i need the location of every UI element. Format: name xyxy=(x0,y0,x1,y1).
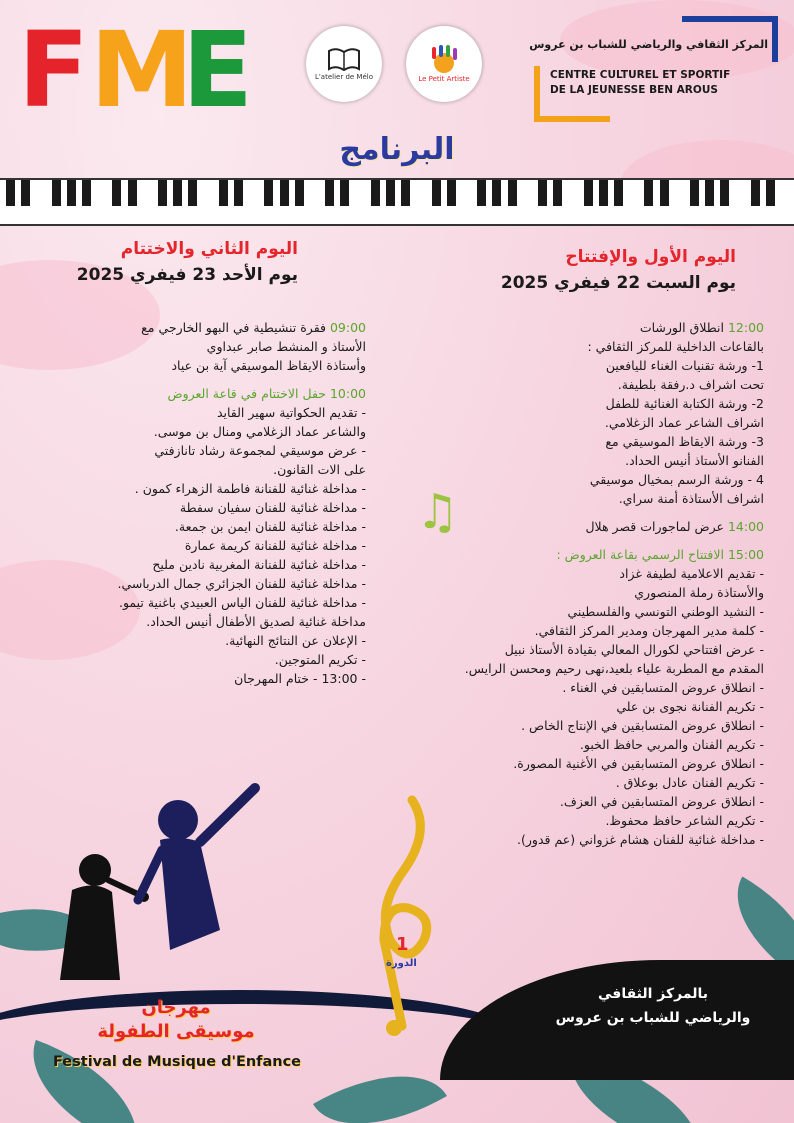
schedule-text: والشاعر عماد الزغلامي ومنال بن موسى. xyxy=(153,424,366,439)
schedule-item xyxy=(394,545,764,564)
piano-black-key xyxy=(584,180,593,206)
schedule-time: 14:00 xyxy=(727,519,764,534)
schedule-text: عرض لماجورات قصر هلال xyxy=(585,519,728,534)
piano-black-key xyxy=(386,180,395,206)
piano-black-key xyxy=(6,180,15,206)
schedule-text: - انطلاق عروض المتسابقين في الأغنية المصورة. xyxy=(513,756,764,771)
schedule-time: 10:00 xyxy=(329,386,366,401)
schedule-text: - مداخلة غنائية للفنان الياس العبيدي باغنية تيمو. xyxy=(118,595,366,610)
schedule-text: - الإعلان عن النتائج النهائية. xyxy=(225,633,366,648)
piano-black-key xyxy=(112,180,121,206)
partner-logo-atelier xyxy=(306,26,382,102)
piano-black-key xyxy=(264,180,273,206)
schedule-text: - مداخلة غنائية للفنانة المغربية نادين مليح xyxy=(152,557,366,572)
schedule-item xyxy=(6,593,366,612)
schedule-text: - كلمة مدير المهرجان ومدير المركز الثقافي. xyxy=(534,623,764,638)
piano-black-key xyxy=(188,180,197,206)
organization-logo xyxy=(529,16,778,116)
partner-logo-petit-artiste xyxy=(406,26,482,102)
schedule-item xyxy=(394,564,764,583)
schedule-text: الافتتاح الرسمي بقاعة العروض : xyxy=(556,547,728,562)
schedule-item xyxy=(6,384,366,403)
book-icon xyxy=(327,47,361,73)
schedule-text: بالقاعات الداخلية للمركز الثقافي : xyxy=(587,339,764,354)
schedule-item xyxy=(6,356,366,375)
schedule-text: - مداخلة غنائية للفنان سفيان سفطة xyxy=(179,500,366,515)
schedule-item xyxy=(6,536,366,555)
venue-text xyxy=(548,982,758,1030)
schedule-text: - مداخلة غنائية للفنان هشام غزواني (عم قدور). xyxy=(517,832,764,847)
children-silhouette-illustration xyxy=(50,780,280,990)
piano-black-key xyxy=(173,180,182,206)
day1-header xyxy=(436,244,736,296)
piano-black-key xyxy=(158,180,167,206)
day2-header xyxy=(0,236,298,288)
schedule-text: - مداخلة غنائية للفنان ايمن بن جمعة. xyxy=(174,519,366,534)
schedule-text: على الات القانون. xyxy=(273,462,366,477)
schedule-item xyxy=(394,773,764,792)
piano-black-key xyxy=(67,180,76,206)
schedule-text: وأستاذة الايقاظ الموسيقي آية بن عياد xyxy=(171,358,366,373)
schedule-item xyxy=(394,659,764,678)
organization-name-fr-line2: DE LA JEUNESSE BEN AROUS xyxy=(550,84,718,96)
schedule-item xyxy=(394,583,764,602)
schedule-text: 4 - ورشة الرسم بمخيال موسيقي xyxy=(589,472,764,487)
piano-black-key xyxy=(128,180,137,206)
piano-black-key xyxy=(432,180,441,206)
schedule-item xyxy=(6,422,366,441)
schedule-text: - تقديم الحكواتية سهير القايد xyxy=(216,405,366,420)
schedule-item xyxy=(6,650,366,669)
schedule-item xyxy=(394,621,764,640)
schedule-text: - تكريم الفنان عادل بوعلاق . xyxy=(615,775,764,790)
schedule-text: - عرض موسيقي لمجموعة رشاد تانازفتي xyxy=(154,443,366,458)
piano-black-key xyxy=(553,180,562,206)
schedule-text: انطلاق الورشات xyxy=(639,320,728,335)
schedule-text: الأستاذ و المنشط صابر عبداوي xyxy=(206,339,366,354)
schedule-text: - مداخلة غنائية للفنانة كريمة عمارة xyxy=(184,538,366,553)
festival-name-fr: Festival de Musique d'Enfance xyxy=(52,1054,302,1070)
schedule-item xyxy=(394,735,764,754)
piano-keyboard-decoration xyxy=(0,178,794,226)
schedule-item xyxy=(394,678,764,697)
schedule-text: - 13:00 - ختام المهرجان xyxy=(234,671,366,686)
schedule-item xyxy=(394,640,764,659)
piano-black-key xyxy=(720,180,729,206)
schedule-item xyxy=(6,669,366,688)
schedule-text: 1- ورشة تقنيات الغناء لليافعين xyxy=(605,358,764,373)
schedule-text: - تقديم الاعلامية لطيفة غزاد xyxy=(619,566,764,581)
festival-name-ar-line2: موسيقى الطفولة xyxy=(97,1021,255,1042)
schedule-time: 15:00 xyxy=(727,547,764,562)
piano-black-key xyxy=(21,180,30,206)
schedule-item xyxy=(6,574,366,593)
organization-name-fr-line1: CENTRE CULTUREL ET SPORTIF xyxy=(550,69,731,81)
schedule-text: - انطلاق عروض المتسابقين في الإنتاج الخاص . xyxy=(521,718,764,733)
piano-black-key xyxy=(401,180,410,206)
piano-black-key xyxy=(705,180,714,206)
schedule-text: 2- ورشة الكتابة الغنائية للطفل xyxy=(605,396,764,411)
piano-black-key xyxy=(371,180,380,206)
piano-black-key xyxy=(295,180,304,206)
schedule-text: فقرة تنشيطية في البهو الخارجي مع xyxy=(141,320,330,335)
organization-name-fr xyxy=(550,68,730,98)
piano-black-key xyxy=(751,180,760,206)
schedule-item xyxy=(6,318,366,337)
piano-black-key xyxy=(508,180,517,206)
schedule-item xyxy=(6,498,366,517)
partner-label: L'atelier de Mélo xyxy=(314,73,373,81)
schedule-text: - انطلاق عروض المتسابقين في العزف. xyxy=(559,794,764,809)
piano-black-key xyxy=(644,180,653,206)
edition-label: الدورة xyxy=(386,958,417,969)
music-note-icon: ♫ xyxy=(416,484,460,540)
schedule-text: - عرض افتتاحي لكورال المعالي بقيادة الأستاذ نبيل xyxy=(504,642,764,657)
piano-black-key xyxy=(219,180,228,206)
piano-black-key xyxy=(614,180,623,206)
schedule-text: - تكريم الفنانة نجوى بن علي xyxy=(616,699,764,714)
schedule-item xyxy=(6,517,366,536)
day1-date: يوم السبت 22 فيفري 2025 xyxy=(500,273,736,293)
piano-black-key xyxy=(447,180,456,206)
schedule-item xyxy=(394,602,764,621)
piano-black-key xyxy=(477,180,486,206)
piano-black-key xyxy=(599,180,608,206)
venue-line2: والرياضي للشباب بن عروس xyxy=(555,1010,751,1026)
program-title: البرنامج xyxy=(339,132,455,167)
schedule-item xyxy=(394,451,764,470)
piano-black-key xyxy=(538,180,547,206)
palette-hand-icon xyxy=(424,45,464,75)
schedule-item xyxy=(6,479,366,498)
schedule-item xyxy=(394,432,764,451)
schedule-item xyxy=(394,318,764,337)
schedule-item xyxy=(394,697,764,716)
festival-name-ar-line1: مهرجان xyxy=(141,997,211,1018)
piano-black-key xyxy=(492,180,501,206)
schedule-text: الفنانو الأستاذ أنيس الحداد. xyxy=(625,453,764,468)
piano-black-key xyxy=(660,180,669,206)
venue-line1: بالمركز الثقافي xyxy=(597,986,709,1002)
piano-black-key xyxy=(325,180,334,206)
schedule-item xyxy=(6,460,366,479)
schedule-item xyxy=(6,337,366,356)
schedule-item xyxy=(394,394,764,413)
schedule-item xyxy=(6,612,366,631)
schedule-text: اشراف الأستاذة أمنة سراي. xyxy=(618,491,764,506)
piano-black-key xyxy=(690,180,699,206)
schedule-item xyxy=(394,337,764,356)
schedule-text: - النشيد الوطني التونسي والفلسطيني xyxy=(567,604,764,619)
piano-black-key xyxy=(234,180,243,206)
schedule-item xyxy=(394,792,764,811)
piano-black-key xyxy=(766,180,775,206)
logo-letter-e: E xyxy=(182,9,254,131)
partner-label: Le Petit Artiste xyxy=(418,75,470,83)
edition-number: 1 xyxy=(396,934,409,955)
schedule-item xyxy=(394,413,764,432)
day2-date: يوم الأحد 23 فيفري 2025 xyxy=(76,265,298,285)
schedule-item xyxy=(6,555,366,574)
piano-black-key xyxy=(280,180,289,206)
schedule-text: - مداخلة غنائية للفنانة فاطمة الزهراء كمون . xyxy=(134,481,366,496)
day1-schedule xyxy=(394,318,764,849)
day2-schedule xyxy=(6,318,366,688)
schedule-text: - تكريم المتوجين. xyxy=(274,652,366,667)
schedule-text: 3- ورشة الايقاظ الموسيقي مع xyxy=(605,434,764,449)
piano-black-key xyxy=(340,180,349,206)
schedule-item xyxy=(6,631,366,650)
schedule-text: - تكريم الشاعر حافظ محفوظ. xyxy=(605,813,764,828)
schedule-item xyxy=(394,811,764,830)
fme-logo xyxy=(18,9,258,131)
day1-title: اليوم الأول والإفتتاح xyxy=(565,247,736,267)
schedule-text: المقدم مع المطربة علياء بلعيد،نهى رحيم ومحسن الرايس. xyxy=(464,661,764,676)
schedule-item xyxy=(394,716,764,735)
piano-black-key xyxy=(82,180,91,206)
schedule-text: اشراف الشاعر عماد الزغلامي. xyxy=(604,415,764,430)
organization-name-ar: المركز الثقافي والرياضي للشباب بن عروس xyxy=(529,38,768,51)
schedule-item xyxy=(394,375,764,394)
schedule-text: مداخلة غنائية لصديق الأطفال أنيس الحداد. xyxy=(146,614,366,629)
schedule-item xyxy=(394,754,764,773)
piano-black-key xyxy=(52,180,61,206)
day2-title: اليوم الثاني والاختتام xyxy=(120,239,298,259)
schedule-item xyxy=(6,403,366,422)
treble-clef-icon xyxy=(362,790,448,1040)
schedule-text: والأستاذة رملة المنصوري xyxy=(634,585,764,600)
schedule-item xyxy=(6,441,366,460)
schedule-text: - انطلاق عروض المتسابقين في الغناء . xyxy=(562,680,764,695)
schedule-text: تحت اشراف د.رفقة بلطيفة. xyxy=(617,377,764,392)
festival-name-ar xyxy=(66,996,286,1044)
schedule-time: 09:00 xyxy=(329,320,366,335)
logo-letter-f: F xyxy=(18,9,90,131)
schedule-item xyxy=(394,356,764,375)
logo-letter-m: M xyxy=(90,9,194,131)
schedule-text: - تكريم الفنان والمربي حافظ الخبو. xyxy=(579,737,764,752)
schedule-item xyxy=(394,830,764,849)
schedule-text: حفل الاختتام في قاعة العروض xyxy=(167,386,330,401)
schedule-time: 12:00 xyxy=(727,320,764,335)
spacer xyxy=(6,375,366,384)
schedule-text: - مداخلة غنائية للفنان الجزائري جمال الدرباسي. xyxy=(117,576,366,591)
